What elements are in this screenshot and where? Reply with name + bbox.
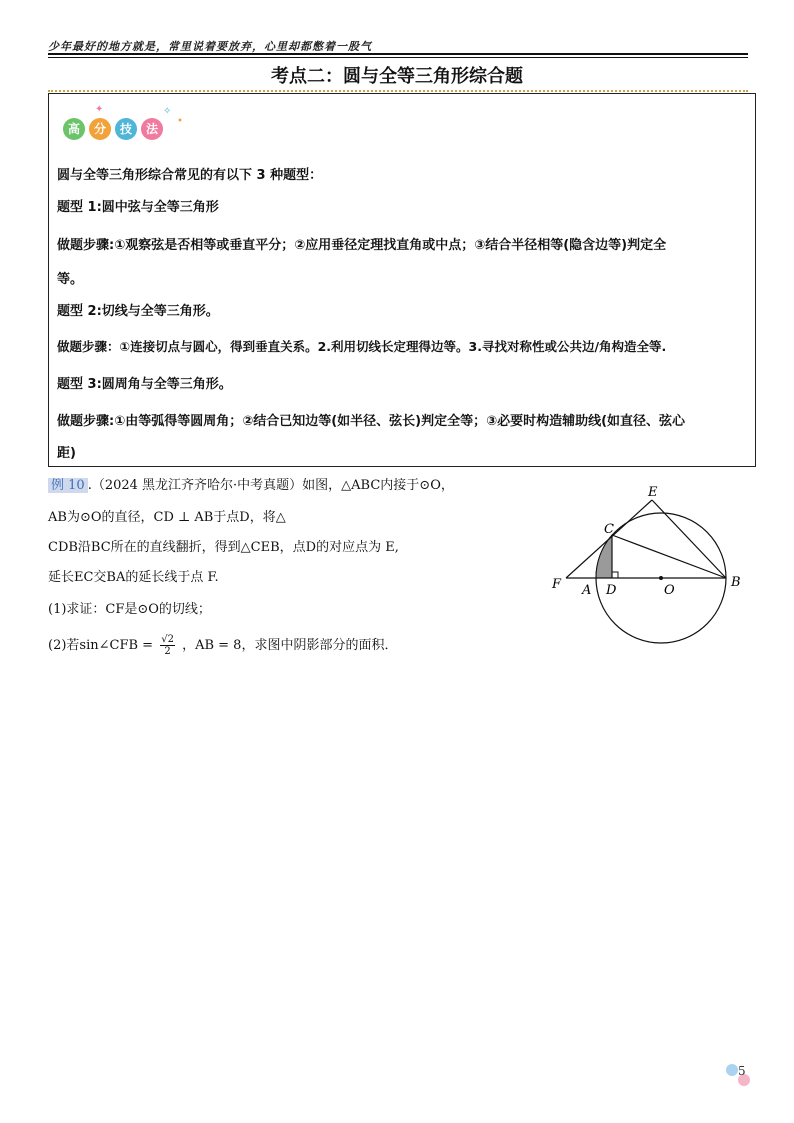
problem-line	[48, 476, 454, 496]
badge-char: 分	[89, 118, 111, 140]
page-number: 5	[738, 1064, 746, 1078]
label-c: C	[604, 522, 614, 537]
type1-title: 题型 1:圆中弦与全等三角形	[57, 200, 219, 215]
type3-title: 题型 3:圆周角与全等三角形。	[57, 377, 232, 392]
right-angle-mark	[612, 572, 618, 578]
fraction	[160, 634, 175, 657]
section-title: 考点二：圆与全等三角形综合题	[271, 66, 523, 87]
type3-steps-cont: 距)	[57, 446, 76, 461]
problem-line: CDB沿BC所在的直线翻折，得到△CEB，点D的对应点为 E,	[48, 540, 399, 555]
type2-steps: 做题步骤：①连接切点与圆心，得到垂直关系。2.利用切线长定理得边等。3.寻找对称性或公共边/角构造全等.	[57, 339, 667, 354]
tips-intro: 圆与全等三角形综合常见的有以下 3 种题型：	[57, 168, 323, 183]
label-o: O	[664, 583, 675, 598]
decor-balloon	[726, 1064, 738, 1076]
line-cb	[612, 535, 726, 578]
label-a: A	[582, 583, 592, 598]
sparkle-icon: ✦	[95, 104, 104, 115]
example-text: △ABC内接于⊙O，	[341, 478, 454, 493]
type2-title: 题型 2:切线与全等三角形。	[57, 304, 219, 319]
header-rule	[48, 53, 748, 55]
badge-char: 高	[63, 118, 85, 140]
fraction-denominator: 2	[164, 646, 171, 657]
type1-steps: 做题步骤:①观察弦是否相等或垂直平分；②应用垂径定理找直角或中点；③结合半径相等(隐含边等)判定全	[57, 238, 667, 253]
title-divider	[48, 90, 748, 92]
question-1: (1)求证：CF是⊙O的切线；	[48, 602, 211, 617]
high-score-badge	[59, 102, 189, 150]
label-f: F	[552, 577, 562, 592]
label-e: E	[648, 485, 658, 500]
badge-char: 技	[115, 118, 137, 140]
center-point	[659, 576, 663, 580]
label-d: D	[606, 583, 617, 598]
problem-line: AB为⊙O的直径，CD ⊥ AB于点D，将△	[48, 510, 286, 525]
shaded-region	[596, 535, 612, 578]
fraction-numerator: √2	[161, 634, 174, 645]
sparkle-icon: ✧	[163, 106, 172, 117]
geometry-figure	[548, 478, 748, 656]
sparkle-icon: •	[177, 116, 183, 127]
header-motto: 少年最好的地方就是，常里说着要放弃，心里却都憋着一股气	[48, 40, 372, 53]
example-tag: 例 10	[48, 478, 88, 493]
type3-steps: 做题步骤:①由等弧得等圆周角；②结合已知边等(如半径、弦长)判定全等；③必要时构造辅助线(如直径、弦心	[57, 414, 686, 429]
question-2-prefix: (2)若sin∠CFB =	[48, 638, 154, 653]
type1-steps-cont: 等。	[57, 272, 84, 287]
example-source: .（2024 黑龙江齐齐哈尔·中考真题）如图，	[87, 478, 342, 493]
badge-char: 法	[141, 118, 163, 140]
line-eb	[652, 500, 726, 578]
tips-box	[48, 93, 756, 467]
header-rule-thin	[48, 57, 748, 58]
question-2-suffix: ，AB = 8，求图中阴影部分的面积．	[182, 638, 398, 653]
question-2	[48, 634, 397, 657]
problem-line: 延长EC交BA的延长线于点 F.	[48, 570, 219, 585]
label-b: B	[731, 575, 741, 590]
